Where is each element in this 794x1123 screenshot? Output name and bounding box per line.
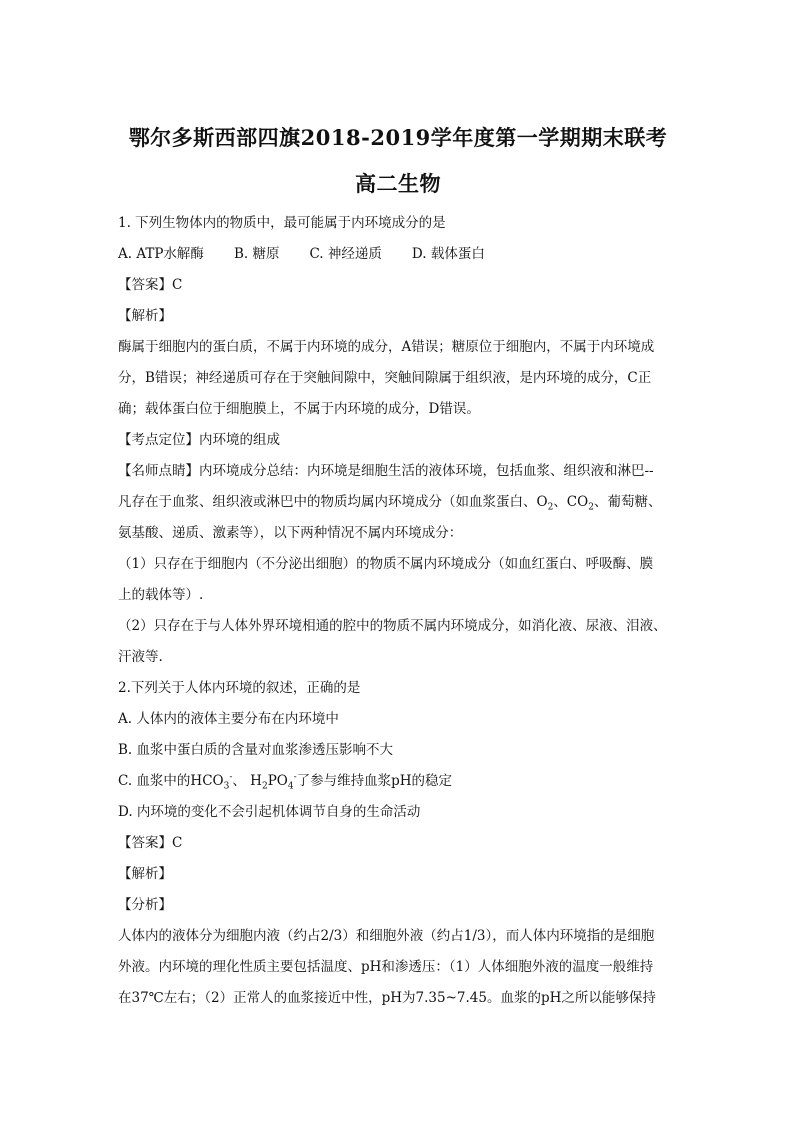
q1-case2-line: 汗液等.: [118, 649, 163, 665]
q1-kaodian: 【考点定位】内环境的组成: [118, 432, 280, 448]
q1-option-b: B. 糖原: [233, 246, 280, 262]
q1-stem: 1. 下列生物体内的物质中，最可能属于内环境成分的是: [118, 215, 446, 231]
q1-option-c: C. 神经递质: [309, 246, 382, 262]
q1-mingshi-line: 氨基酸、递质、激素等），以下两种情况不属内环境成分：: [118, 525, 463, 541]
q2-answer: 【答案】C: [118, 835, 183, 851]
q2-option-d: D. 内环境的变化不会引起机体调节自身的生命活动: [118, 804, 421, 820]
exam-title: 鄂尔多斯西部四旗2018-2019学年度第一学期期末联考: [128, 125, 668, 150]
q2-fenxi-line: 在37℃左右；（2）正常人的血浆接近中性，pH为7.35~7.45。血浆的pH之所以能够保持: [118, 990, 656, 1006]
superscript: -: [229, 772, 233, 783]
q2-fenxi-line: 外液。内环境的理化性质主要包括温度、pH和渗透压：（1）人体细胞外液的温度一般维持: [118, 959, 654, 975]
q1-analysis-line: 酶属于细胞内的蛋白质，不属于内环境的成分，A错误；糖原位于细胞内，不属于内环境成: [118, 339, 655, 355]
q1-case1-line: 上的载体等）.: [118, 587, 204, 603]
subscript: 4: [287, 781, 294, 792]
document-body: [118, 208, 678, 1014]
q1-analysis-line: 分，B错误；神经递质可存在于突触间隙中，突触间隙属于组织液，是内环境的成分，C正: [118, 370, 652, 386]
q2-option-c: [118, 766, 678, 797]
q1-analysis-line: 确；载体蛋白位于细胞膜上，不属于内环境的成分，D错误。: [118, 401, 480, 417]
q1-answer: 【答案】C: [118, 277, 183, 293]
q1-case2-line: （2）只存在于与人体外界环境相通的腔中的物质不属内环境成分，如消化液、尿液、泪液、: [118, 618, 667, 634]
q2-fenxi-line: 人体内的液体分为细胞内液（约占2/3）和细胞外液（约占1/3），而人体内环境指的是细胞: [118, 928, 655, 944]
text-span: 了参与维持血浆pH的稳定: [296, 773, 453, 789]
superscript: -: [293, 772, 297, 783]
q1-options: [118, 239, 678, 270]
subscript: 2: [588, 502, 594, 513]
text-span: 凡存在于血浆、组织液或淋巴中的物质均属内环境成分（如血浆蛋白、O: [118, 494, 548, 510]
q2-analysis-heading: 【解析】: [118, 866, 172, 882]
text-span: 、 H: [232, 773, 262, 789]
q2-stem: 2.下列关于人体内环境的叙述，正确的是: [118, 680, 361, 696]
q1-mingshi-line: [118, 487, 678, 518]
text-span: PO: [267, 773, 288, 789]
exam-subject: 高二生物: [355, 171, 441, 196]
q1-option-d: D. 载体蛋白: [411, 246, 485, 262]
q1-mingshi-line: 【名师点睛】内环境成分总结：内环境是细胞生活的液体环境，包括血浆、组织液和淋巴--: [118, 463, 654, 479]
text-span: C. 血浆中的HCO: [118, 773, 224, 789]
text-span: 、葡萄糖、: [593, 494, 662, 510]
q2-fenxi-heading: 【分析】: [118, 897, 172, 913]
subscript: 2: [261, 781, 268, 792]
subscript: 2: [547, 502, 554, 513]
q1-case1-line: （1）只存在于细胞内（不分泌出细胞）的物质不属内环境成分（如血红蛋白、呼吸酶、膜: [118, 556, 654, 572]
subscript: 3: [223, 781, 230, 792]
q2-option-b: B. 血浆中蛋白质的含量对血浆渗透压影响不大: [118, 742, 394, 758]
text-span: 、CO: [553, 494, 589, 510]
q2-option-a: A. 人体内的液体主要分布在内环境中: [118, 711, 339, 727]
q1-analysis-heading: 【解析】: [118, 308, 172, 324]
q1-option-a: A. ATP水解酶: [118, 246, 204, 262]
